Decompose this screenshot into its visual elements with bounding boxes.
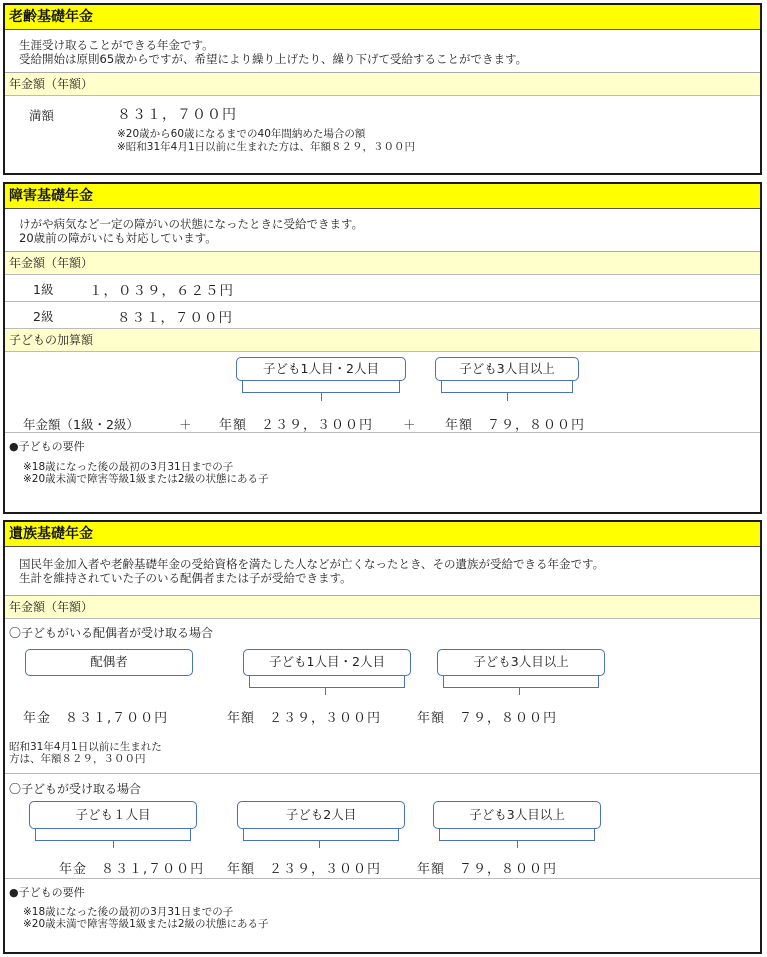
spouse-box: 配偶者 [25,649,193,676]
child-2-bracket [243,829,399,841]
child-1-2-box: 子ども1人目・2人目 [236,357,406,381]
old-age-pension-title: 老齢基礎年金 [5,5,760,30]
requirement-item: ※18歳になった後の最初の3月31日までの子 [23,461,234,473]
old-age-pension-section [3,3,762,175]
child-1-bracket [35,829,191,841]
spouse-note: 昭和31年4月1日以前に生まれた [9,741,162,753]
description-line: 生涯受け取ることができる年金です。 [19,38,214,52]
requirement-item: ※20歳未満で障害等級1級または2級の状態にある子 [23,918,269,930]
child-requirements [5,879,760,939]
grade-2-amount: ８３１，７００円 [117,310,233,326]
requirements-title: ●子どもの要件 [9,440,85,453]
child-3plus-connector [517,841,518,848]
child-case [5,774,760,879]
spouse-case [5,619,760,774]
disability-pension-description [5,209,760,252]
grade-1-amount: １，０３９，６２５円 [89,283,234,299]
child-1-2-bracket [242,381,400,393]
annual-amount-label: 年金額（年額） [5,252,760,275]
grade-1-row [5,275,760,302]
description-line: 受給開始は原則65歳からですが、希望により繰り上げたり、繰り下げて受給することができます。 [19,52,528,66]
annual-amount-label: 年金額（年額） [5,596,760,619]
grade-2-row [5,302,760,329]
child-2-box: 子ども2人目 [237,801,405,829]
disability-pension-title: 障害基礎年金 [5,184,760,209]
child-3plus-bracket [441,381,573,393]
child-3plus-bracket [443,676,599,688]
requirements-title: ●子どもの要件 [9,886,85,899]
child-3plus-box: 子ども3人目以上 [435,357,579,381]
child-3plus-connector [507,393,508,401]
child-3plus-amount: 年額 ７９，８００円 [445,418,586,433]
old-age-pension-description [5,30,760,73]
plus-sign: ＋ [403,417,416,432]
child-1-2-amount: 年額 ２３９，３００円 [219,418,374,433]
child-2-amount: 年額 ２３９，３００円 [227,862,382,877]
child-1-box: 子ども１人目 [29,801,197,829]
description-line: 20歳前の障がいにも対応しています。 [19,231,217,245]
full-amount-value: ８３１，７００円 [117,107,237,123]
annual-amount-label: 年金額（年額） [5,73,760,96]
description-line: けがや病気など一定の障がいの状態になったときに受給できます。 [19,217,364,231]
child-1-2-connector [325,688,326,695]
child-3plus-bracket [439,829,595,841]
child-1-2-connector [321,393,322,401]
full-amount-note: ※20歳から60歳になるまでの40年間納めた場合の額 [117,128,366,140]
child-3plus-box: 子ども3人目以上 [433,801,601,829]
survivors-pension-section [3,520,762,954]
child-3plus-amount: 年額 ７９，８００円 [417,862,558,877]
full-amount-note: ※昭和31年4月1日以前に生まれた方は、年額８２９，３００円 [117,141,416,153]
child-2-connector [319,841,320,848]
child-1-amount: 年金 ８３１,７００円 [59,862,205,877]
child-3plus-box: 子ども3人目以上 [437,649,605,676]
child-1-2-amount: 年額 ２３９，３００円 [227,711,382,726]
spouse-amount: 年金 ８３１,７００円 [23,711,169,726]
child-3plus-amount: 年額 ７９，８００円 [417,711,558,726]
plus-sign: ＋ [179,417,192,432]
spouse-case-heading: 〇子どもがいる配偶者が受け取る場合 [9,626,214,640]
grade-1-label: 1級 [33,282,54,297]
requirement-item: ※20歳未満で障害等級1級または2級の状態にある子 [23,473,269,485]
description-line: 生計を維持されていた子のいる配偶者または子が受給できます。 [19,571,352,585]
base-amount-label: 年金額（1級・2級） [23,417,139,432]
survivors-pension-description [5,547,760,596]
description-line: 国民年金加入者や老齢基礎年金の受給資格を満たした人などが亡くなったとき、その遺族が受給できる年金です。 [19,557,605,571]
child-1-connector [113,841,114,848]
child-requirements [5,433,760,493]
child-3plus-connector [519,688,520,695]
disability-pension-section [3,182,762,514]
child-addition-diagram [5,352,760,433]
child-addition-label: 子どもの加算額 [5,329,760,352]
grade-2-label: 2級 [33,309,54,324]
full-amount-label: 満額 [29,108,55,123]
full-amount-row [5,96,760,172]
survivors-pension-title: 遺族基礎年金 [5,522,760,547]
child-1-2-box: 子ども1人目・2人目 [243,649,411,676]
requirement-item: ※18歳になった後の最初の3月31日までの子 [23,906,234,918]
child-1-2-bracket [249,676,405,688]
spouse-note: 方は、年額８２９，３００円 [9,753,146,765]
child-case-heading: 〇子どもが受け取る場合 [9,782,142,796]
